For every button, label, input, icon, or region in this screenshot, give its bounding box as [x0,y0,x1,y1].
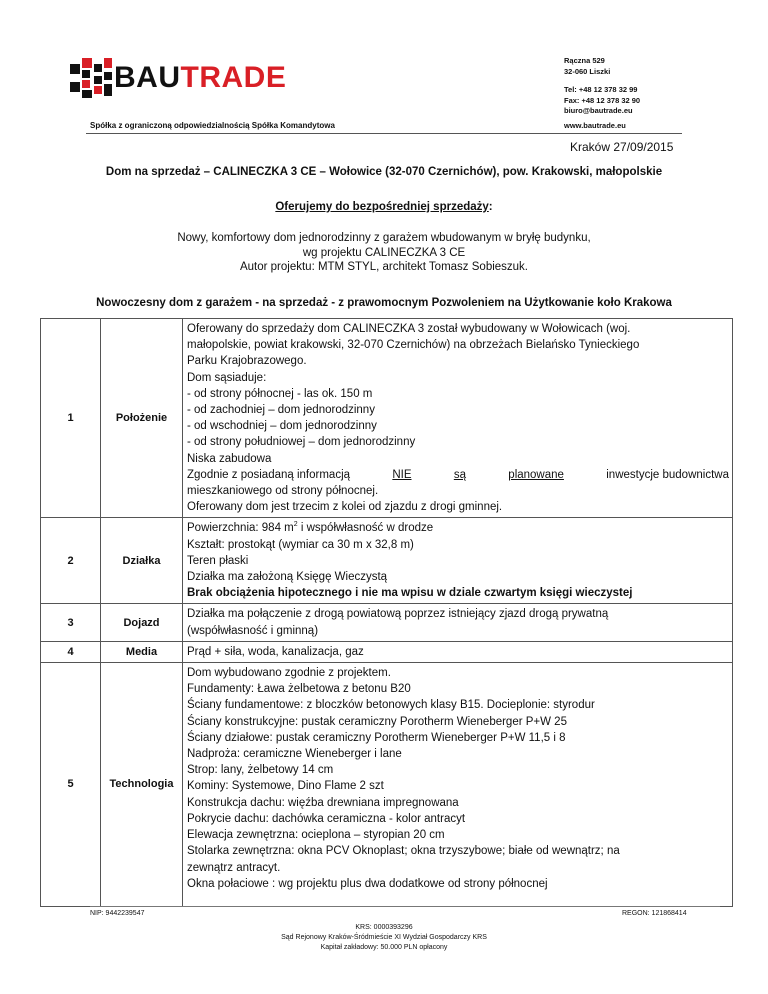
content-line: Prąd + siła, woda, kanalizacja, gaz [187,645,364,658]
address-postal: 32-060 Liszki [564,66,611,76]
description-line: wg projektu CALINECZKA 3 CE [302,246,466,259]
row-number: 1 [41,319,101,518]
offer-heading [0,201,768,213]
contact-tel: Tel: +48 12 378 32 99 [564,85,638,94]
content-line: Okna połaciowe : wg projektu plus dwa dodatkowe od strony północnej [187,877,548,890]
offer-heading-text: Oferujemy do bezpośredniej sprzedaży [275,201,489,213]
row-content [183,641,733,662]
contact-website[interactable]: www.bautrade.eu [564,121,626,130]
mortgage-info-line: Brak obciążenia hipotecznego i nie ma wpisu w dziale czwartym księgi wieczystej [187,587,633,600]
info-after: inwestycje budownictwa [606,468,729,481]
footer-regon: REGON: 121868414 [622,910,687,917]
row-number: 3 [41,604,101,641]
row-label: Media [101,641,183,662]
document-subtitle: Nowoczesny dom z garażem - na sprzedaż - z prawomocnym Pozwoleniem na Użytkowanie koło Krakowa [96,297,672,309]
table-row [41,518,733,604]
content-line: Parku Krajobrazowego. [187,355,307,368]
content-line: Ściany fundamentowe: z bloczków betonowych klasy B15. Docieplonie: styrodur [187,699,595,712]
content-line: Ściany działowe: pustak ceramiczny Porotherm Wieneberger P+W 11,5 i 8 [187,731,566,744]
content-line: - od strony północnej - las ok. 150 m [187,387,373,400]
content-line: (współwłasność i gminną) [187,624,319,637]
company-logo [70,58,286,98]
content-line: Kominy: Systemowe, Dino Flame 2 szt [187,780,384,793]
footer-registration [0,923,768,953]
content-line: Stolarka zewnętrzna: okna PCV Oknoplast; okna trzyszybowe; białe od wewnątrz; na [187,845,620,858]
row-content [183,518,733,604]
content-line: Oferowany dom jest trzecim z kolei od zjazdu z drogi gminnej. [187,501,503,514]
area-superscript: 2 [293,521,298,529]
row-label: Technologia [101,663,183,907]
content-line: Konstrukcja dachu: więźba drewniana impregnowana [187,796,459,809]
area-prefix: Powierzchnia: 984 m [187,522,294,535]
content-line: Teren płaski [187,554,249,567]
info-before: Zgodnie z posiadaną informacją [187,468,351,481]
company-address [564,56,610,77]
table-row [41,319,733,518]
logo-text-bau: BAU [114,61,181,94]
footer-court: Sąd Rejonowy Kraków-Śródmieście XI Wydział Gospodarczy KRS [281,934,487,941]
content-line: mieszkaniowego od strony północnej. [187,485,379,498]
content-line: Fundamenty: Ława żelbetowa z betonu B20 [187,683,411,696]
footer-nip: NIP: 9442239547 [90,910,145,917]
contact-fax: Fax: +48 12 378 32 90 [564,95,641,105]
content-line: Dom sąsiaduje: [187,371,267,384]
row-content [183,663,733,907]
table-row [41,604,733,641]
content-line: Strop: lany, żelbetowy 14 cm [187,764,334,777]
row-number: 2 [41,518,101,604]
content-line: Pokrycie dachu: dachówka ceramiczna - kolor antracyt [187,812,466,825]
info-are: są [453,468,466,481]
document-date: Kraków 27/09/2015 [570,140,674,154]
row-label: Położenie [101,319,183,518]
area-line [187,520,729,536]
description-line: Autor projektu: MTM STYL, architekt Tomasz Sobieszuk. [239,261,529,273]
info-planned: planowane [508,468,564,481]
offer-description [0,231,768,275]
content-line: Dom wybudowano zgodnie z projektem. [187,667,391,680]
table-row [41,663,733,907]
content-line: Kształt: prostokąt (wymiar ca 30 m x 32,8 m) [187,538,414,551]
content-line: Nadproża: ceramiczne Wieneberger i lane [187,748,402,761]
row-number: 5 [41,663,101,907]
planning-info-line [187,467,729,483]
address-street: Rączna 529 [564,56,605,65]
company-legal-name: Spółka z ograniczoną odpowiedzialnością Spółka Komandytowa [90,121,335,130]
offer-heading-colon: : [488,201,493,213]
row-content [183,319,733,518]
logo-text-trade: TRADE [180,61,287,94]
content-line: Oferowany do sprzedaży dom CALINECZKA 3 został wybudowany w Wołowicach (woj. [187,323,631,335]
row-label: Działka [101,518,183,604]
document-title: Dom na sprzedaż – CALINECZKA 3 CE – Wołowice (32-070 Czernichów), pow. Krakowski, małopolskie [105,166,663,178]
contact-email[interactable]: biuro@bautrade.eu [564,106,633,115]
content-line: - od strony południowej – dom jednorodzinny [187,436,416,449]
content-line: - od zachodniej – dom jednorodzinny [187,404,375,417]
info-not: NIE [392,468,412,481]
content-line: Działka ma połączenie z drogą powiatową poprzez istniejący zjazd drogą prywatną [187,608,609,621]
content-line: małopolskie, powiat krakowski, 32-070 Czernichów) na obrzeżach Bielańsko Tynieckiego [187,339,640,352]
company-contacts [564,85,640,117]
header-divider [86,133,682,134]
description-line: Nowy, komfortowy dom jednorodzinny z garażem wbudowanym w bryłę budynku, [177,232,591,244]
content-line: - od wschodniej – dom jednorodzinny [187,420,377,433]
content-line: zewnątrz antracyt. [187,861,281,874]
bautrade-logo-mark-icon [70,58,112,98]
content-line: Elewacja zewnętrzna: ocieplona – styropian 20 cm [187,829,445,842]
area-suffix: i współwłasność w drodze [297,522,434,535]
table-row [41,641,733,662]
content-line: Ściany konstrukcyjne: pustak ceramiczny Porotherm Wieneberger P+W 25 [187,715,567,728]
row-label: Dojazd [101,604,183,641]
footer-divider [90,906,720,907]
row-number: 4 [41,641,101,662]
footer-krs: KRS: 0000393296 [355,924,413,931]
content-line: Działka ma założoną Księgę Wieczystą [187,571,388,584]
specification-table [40,318,733,907]
row-content [183,604,733,641]
footer-capital: Kapitał zakładowy: 50.000 PLN opłacony [320,944,448,951]
content-line: Niska zabudowa [187,452,272,465]
